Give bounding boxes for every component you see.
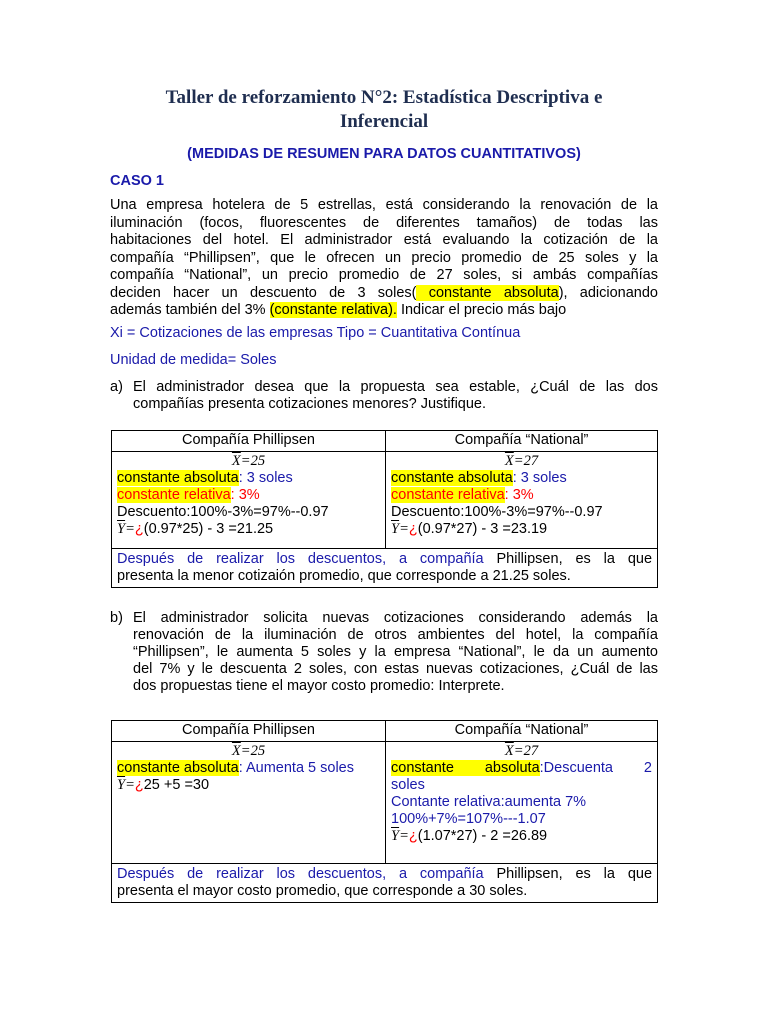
result-formula: [117, 777, 380, 794]
mean-symbol: $\overline{X}$: [504, 743, 514, 759]
absolute-value: : Aumenta 5 soles: [238, 760, 354, 776]
highlight-label: constante relativa: [117, 487, 231, 503]
inverted-question: ¿: [408, 828, 418, 844]
table-header-phillipsen: Compañía Phillipsen: [112, 431, 386, 452]
discount-line: Descuento:100%-3%=97%--0.97: [391, 504, 603, 520]
mean-formula: [391, 453, 652, 470]
inverted-question: ¿: [408, 521, 418, 537]
highlight-label: constante absoluta: [117, 470, 239, 486]
result-expression: (0.97*25) - 3 =21.25: [143, 521, 274, 537]
relative-constant-line: [391, 487, 652, 504]
y-symbol: $\overline{Y}$: [391, 828, 400, 844]
inverted-question: ¿: [134, 777, 144, 793]
table-header-national: Compañía “National”: [386, 721, 658, 742]
absolute-constant-line: [391, 760, 652, 777]
table-cell-national: [386, 742, 658, 864]
intro-line: [110, 285, 658, 303]
intro-line: compañía “Phillipsen”, que le ofrecen un precio promedio de 25 soles y la: [110, 249, 658, 266]
highlight-label: constante relativa: [391, 487, 505, 503]
question-line: El administrador solicita nuevas cotizaciones considerando además la: [133, 610, 658, 626]
table-a: [111, 430, 658, 588]
equals: =: [399, 521, 409, 537]
inverted-question: ¿: [134, 521, 144, 537]
conclusion-line: presenta el mayor costo promedio, que corresponde a 30 soles.: [117, 883, 528, 899]
absolute-value: : 3 soles: [238, 470, 293, 486]
question-line: del 7% y le descuenta 2 soles, con estas nuevas cotizaciones, ¿Cuál de las: [133, 661, 658, 677]
discount-line: Descuento:100%-3%=97%--0.97: [117, 504, 329, 520]
y-symbol: $\overline{Y}$: [117, 521, 126, 537]
question-line: “Phillipsen”, le aumenta 5 soles y la empresa “National”, le da un aumento: [133, 644, 658, 660]
intro-paragraph: [110, 197, 658, 320]
result-formula: [391, 828, 652, 845]
question-a: [110, 379, 658, 413]
question-b: [110, 610, 658, 695]
question-label: a): [110, 379, 123, 395]
table-a-conclusion: [112, 549, 658, 588]
table-cell-phillipsen: [112, 742, 386, 864]
conclusion-blue: Después de realizar los descuentos, a compañía: [117, 866, 484, 882]
page-title: [110, 86, 658, 134]
variable-definition: Xi = Cotizaciones de las empresas Tipo = Cuantitativa Contínua: [110, 325, 521, 341]
result-expression: (0.97*27) - 3 =23.19: [417, 521, 548, 537]
mean-value: =27: [513, 453, 539, 469]
title-line-1: Taller de reforzamiento N°2: Estadística Descriptiva e: [165, 87, 603, 108]
case-label: CASO 1: [110, 173, 164, 189]
absolute-constant-line: [391, 470, 652, 487]
conclusion-line: [117, 551, 652, 568]
question-label: b): [110, 610, 123, 626]
y-symbol: $\overline{Y}$: [117, 777, 126, 793]
highlight-label: constante absoluta: [391, 470, 513, 486]
relative-constant-line: Contante relativa:aumenta 7%: [391, 794, 587, 810]
highlight-constante-absoluta: constante absoluta: [416, 284, 559, 301]
absolute-constant-line: [117, 760, 380, 777]
intro-line: compañía “National”, un precio promedio de 27 soles, si ambás compañías: [110, 267, 658, 283]
title-line-2: Inferencial: [339, 111, 429, 132]
highlight-label: constante absoluta: [117, 760, 239, 776]
conclusion-blue: Después de realizar los descuentos, a compañía: [117, 551, 484, 567]
intro-text: además también del 3%: [110, 302, 270, 318]
mean-symbol: $\overline{X}$: [504, 453, 514, 469]
result-formula: [117, 521, 380, 538]
intro-text: Indicar el precio más bajo: [396, 302, 567, 318]
table-header-phillipsen: Compañía Phillipsen: [112, 721, 386, 742]
mean-formula: [391, 743, 652, 760]
intro-text: deciden hacer un descuento de 3 soles(: [110, 284, 417, 301]
mean-formula: [117, 743, 380, 760]
intro-line: habitaciones del hotel. El administrador está evaluando la cotización de la: [110, 232, 658, 248]
equals: =: [125, 521, 135, 537]
table-b-conclusion: [112, 864, 658, 903]
intro-line: [110, 302, 658, 320]
absolute-value-cont: soles: [391, 777, 425, 793]
question-line: El administrador desea que la propuesta sea estable, ¿Cuál de las dos: [133, 379, 658, 395]
equals: =: [399, 828, 409, 844]
question-line: compañías presenta cotizaciones menores? Justifique.: [133, 396, 487, 412]
percent-line: 100%+7%=107%---1.07: [391, 811, 546, 827]
table-b: [111, 720, 658, 903]
result-expression: (1.07*27) - 2 =26.89: [417, 828, 548, 844]
relative-value: : 3%: [504, 487, 534, 503]
absolute-constant-line: [117, 470, 380, 487]
relative-value: : 3%: [230, 487, 260, 503]
relative-constant-line: [117, 487, 380, 504]
result-formula: [391, 521, 652, 538]
mean-value: =25: [240, 453, 266, 469]
table-header-national: Compañía “National”: [386, 431, 658, 452]
question-line: renovación de la iluminación de otros ambientes del hotel, la compañía: [133, 627, 658, 643]
conclusion-text: Phillipsen, es la que: [483, 551, 653, 567]
y-symbol: $\overline{Y}$: [391, 521, 400, 537]
table-cell-national: [386, 452, 658, 549]
mean-symbol: $\overline{X}$: [231, 453, 241, 469]
mean-value: =27: [513, 743, 539, 759]
unit-of-measure: Unidad de medida= Soles: [110, 352, 277, 368]
mean-symbol: $\overline{X}$: [231, 743, 241, 759]
highlight-label: constante absoluta: [391, 760, 540, 776]
question-line: dos propuestas tiene el mayor costo promedio: Interprete.: [133, 678, 505, 694]
conclusion-line: presenta la menor cotizaión promedio, que corresponde a 21.25 soles.: [117, 568, 571, 584]
conclusion-line: [117, 866, 652, 883]
conclusion-text: Phillipsen, es la que: [483, 866, 653, 882]
absolute-value: :Descuenta 2: [539, 760, 652, 776]
mean-formula: [117, 453, 380, 470]
highlight-constante-relativa: (constante relativa).: [269, 302, 397, 318]
intro-line: iluminación (focos, fluorescentes de diferentes tamaños) de todas las: [110, 214, 658, 231]
page-subtitle: (MEDIDAS DE RESUMEN PARA DATOS CUANTITATIVOS): [187, 146, 581, 162]
equals: =: [125, 777, 135, 793]
result-expression: 25 +5 =30: [143, 777, 210, 793]
mean-value: =25: [240, 743, 266, 759]
absolute-value: : 3 soles: [512, 470, 567, 486]
intro-line: Una empresa hotelera de 5 estrellas, está considerando la renovación de la: [110, 197, 658, 213]
intro-text: ), adicionando: [558, 284, 659, 301]
table-cell-phillipsen: [112, 452, 386, 549]
